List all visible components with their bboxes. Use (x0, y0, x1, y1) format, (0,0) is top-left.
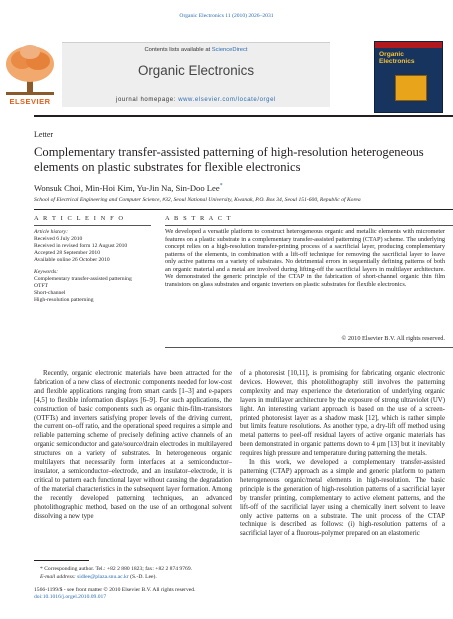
history-received: Received 6 July 2010 (34, 236, 83, 242)
history-revised: Received in revised form 12 August 2010 (34, 243, 128, 249)
doi-link[interactable]: doi:10.1016/j.orgel.2010.09.017 (34, 594, 107, 600)
email-suffix: (S.-D. Lee). (128, 574, 157, 580)
article-info-rule (34, 225, 151, 226)
body-right-column (240, 370, 445, 539)
body-paragraph: Recently, organic electronic materials have been attracted for the fabrication of a new class of electronic components needed for low-cost and flexible applications ranging from smart cards [1–3] and e-papers [4,5] to flexible information displays [6–9]. For such applications, the construction of basic components such as organic thin-film-transistors (OTFTs) and inverters satisfying proper levels of the driving current, the current on–off ratio, and the operational speed requires a simple and reliable patterning scheme of precisely defining active channels of an organic semiconductor and gate/source/drain electrodes in multilayered structures on a variety of substrates. In heterogeneous organic multilayers that necessarily form interfaces at a semiconductor–insulator, a semiconductor–electrode, and an insulator–electrode, it is critical to pattern each functional layer without causing the degradation of the material characteristics in the subsequent layer formation. Among the recently developed patterning techniques, an advanced photolithographic method, based on the use of an orthogonal solvent dissolving a new type (34, 370, 232, 520)
journal-cover-image (374, 41, 443, 113)
keyword-item: OTFT (34, 283, 48, 289)
journal-reference[interactable]: Organic Electronics 11 (2010) 2026–2031 (179, 13, 274, 19)
abstract-bottom-rule (165, 347, 453, 348)
contents-line (62, 47, 330, 53)
sciencedirect-link[interactable]: ScienceDirect (211, 47, 248, 53)
abstract-text: We developed a versatile platform to construct heterogeneous organic and metallic elements with micrometer features on a plastic substrate in a complementary transfer-assisted patterning (CTAP) scheme. The underlying concept relies on a high-resolution transfer-printing process of a sacrificial layer, producing complementary patterns of the elements, in combination with a lift-off technique for removing the sacrificial layer to leave only active patterns on a variety of substrates. No detrimental errors in sequentially defining patterns of both an organic material and a metal are involved during lifting-off the sacrificial layers in multilayer architecture. We demonstrated the generic principle of the CTAP in the fabrication of short-channel organic thin film transistors on glass substrates and organic inverters on plastic substrates for flexible electronics. (165, 228, 445, 288)
journal-homepage (62, 97, 330, 103)
history-online: Available online 26 October 2010 (34, 257, 110, 263)
article-type: Letter (34, 130, 54, 139)
email-link[interactable]: sidlee@plaza.snu.ac.kr (77, 574, 129, 580)
keyword-item: Short-channel (34, 290, 66, 296)
body-paragraph: In this work, we developed a complementary transfer-assisted patterning (CTAP) approach as a simple and generic platform to pattern heterogeneous organic/metal elements in high-resolution. The basic principle is the generation of high-resolution patterns of a sacrificial layer by transfer printing, complementary to active element patterns, and the lift-off of the sacrificial layer using a chemically inert solvent to leave only active patterns on a substrate. The unit process of the CTAP technique is described as follows: (i) high-resolution patterns of a sacrificial layer of a fluorous-polymer prepared on an elastomeric (240, 459, 445, 538)
footnote-rule (34, 560, 89, 561)
corresponding-author-note: * Corresponding author. Tel.: +82 2 880 1823; fax: +82 2 874 9769. (40, 566, 193, 572)
cover-title: Organic Electronics (379, 51, 415, 66)
article-title: Complementary transfer-assisted patterning of high-resolution heterogeneous elements on plastic substrates for flexible electronics (34, 145, 424, 174)
abstract-copyright: © 2010 Elsevier B.V. All rights reserved. (341, 335, 445, 342)
authors-text: Wonsuk Choi, Min-Hoi Kim, Yu-Jin Na, Sin-Doo Lee (34, 183, 220, 193)
history-label: Article history: (34, 229, 69, 235)
corresponding-author-mark[interactable]: * (219, 183, 223, 190)
article-info-heading: A R T I C L E I N F O (34, 215, 125, 222)
homepage-prefix: journal homepage: (116, 97, 179, 103)
contents-prefix: Contents lists available at (144, 47, 212, 53)
email-label: E-mail address: (40, 574, 78, 580)
elsevier-wordmark: ELSEVIER (9, 97, 51, 106)
history-accepted: Accepted 28 September 2010 (34, 250, 101, 256)
abstract-rule (165, 225, 453, 226)
abstract-heading: A B S T R A C T (165, 215, 233, 222)
email-note (40, 574, 230, 580)
cover-strip (375, 42, 442, 48)
keyword-item: Complementary transfer-assisted patterning (34, 276, 132, 282)
issn-line: 1566-1199/$ - see front matter © 2010 Elsevier B.V. All rights reserved. (34, 587, 196, 593)
keyword-item: High-resolution patterning (34, 297, 94, 303)
author-affiliation: School of Electrical Engineering and Computer Science, #32, Seoul National University, Kwanak, P.O. Box 34, Seoul 151-600, Republic of Korea (34, 197, 361, 203)
author-list (34, 183, 223, 193)
header-rule (34, 115, 453, 117)
keywords-label: Keywords: (34, 269, 59, 275)
section-rule (34, 209, 453, 210)
journal-name: Organic Electronics (137, 63, 255, 78)
body-left-column (34, 370, 232, 521)
homepage-link[interactable]: www.elsevier.com/locate/orgel (178, 97, 276, 103)
cover-artwork (395, 75, 427, 101)
body-paragraph: of a photoresist [10,11], is promising for fabricating organic electronic devices. However, this photolithography still involves the patterning complexity and may experience the deterioration of underlying organic layers in multilayer architecture by the exposure of strong ultraviolet (UV) light. An interesting variant approach is based on the use of a screen-printed photoresist layer as a shadow mask [12], which is rather simple but limits feature resolutions. As another type, a dry-lift off method using metal patterns to peel-off residual layers of active organic materials has been demonstrated in organic patterns down to 4 μm [13] but it inevitably requires high pressure and temperature during patterning the metals. (240, 370, 445, 458)
